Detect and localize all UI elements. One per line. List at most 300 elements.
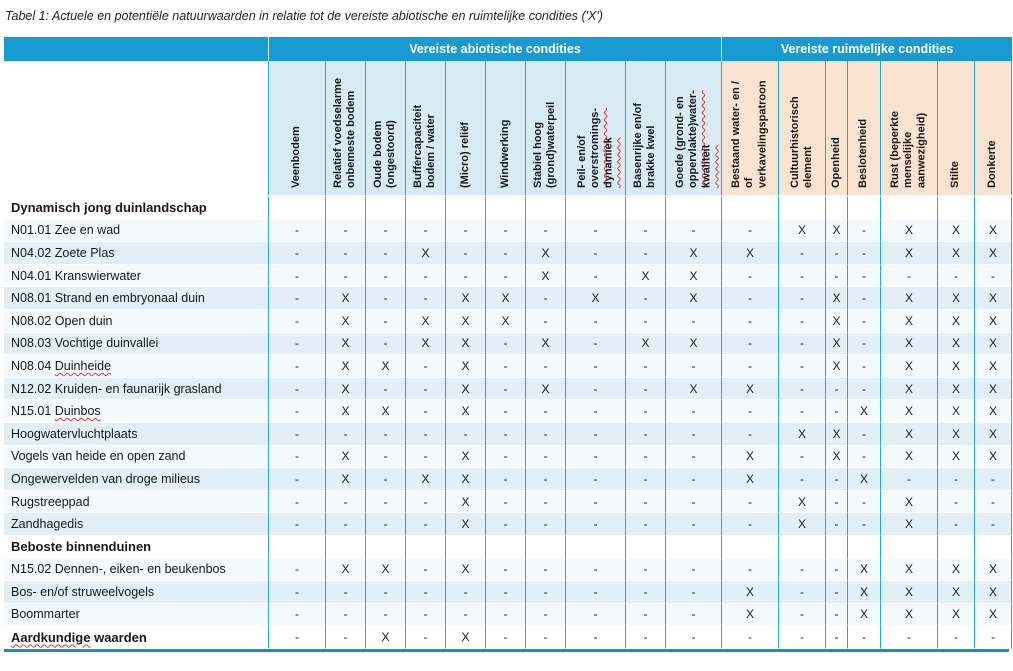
- text-part: (grond)waterpeil: [545, 101, 558, 188]
- table-cell: X: [325, 468, 365, 491]
- table-cell: -: [485, 423, 525, 446]
- table-cell: -: [847, 242, 880, 265]
- table-cell: -: [778, 446, 825, 469]
- table-cell: -: [405, 423, 445, 446]
- table-cell: -: [565, 310, 625, 333]
- table-cell: X: [880, 310, 937, 333]
- table-cell: -: [268, 423, 325, 446]
- section-header: [4, 197, 268, 220]
- table-cell: -: [365, 333, 405, 356]
- table-cell: X: [365, 355, 405, 378]
- text-part: N12.02 Kruiden- en faunarijk grasland: [11, 381, 222, 396]
- table-cell: X: [937, 355, 974, 378]
- band-corner: [4, 37, 268, 61]
- table-cell: [485, 197, 525, 220]
- table-cell: -: [525, 491, 565, 514]
- table-cell: [485, 536, 525, 559]
- row-label: [4, 287, 268, 310]
- column-header-label: [532, 61, 558, 195]
- table-cell: -: [485, 468, 525, 491]
- table-cell: -: [485, 513, 525, 536]
- table-cell: -: [721, 513, 778, 536]
- row-label: [4, 581, 268, 604]
- table-cell: -: [565, 446, 625, 469]
- table-cell: X: [365, 559, 405, 582]
- table-cell: -: [365, 446, 405, 469]
- table-cell: X: [665, 265, 721, 288]
- table-cell: -: [721, 355, 778, 378]
- text-part: Donkerte: [986, 140, 999, 188]
- table-cell: -: [721, 491, 778, 514]
- table-cell: X: [665, 333, 721, 356]
- table-cell: X: [880, 559, 937, 582]
- table-cell: -: [825, 581, 847, 604]
- table-cell: X: [525, 333, 565, 356]
- table-cell: [665, 197, 721, 220]
- column-header-label: [889, 61, 929, 195]
- table-cell: -: [325, 604, 365, 627]
- table-cell: [525, 197, 565, 220]
- table-cell: X: [974, 355, 1012, 378]
- table-cell: X: [974, 581, 1012, 604]
- table-cell: -: [445, 220, 485, 243]
- table-cell: -: [665, 491, 721, 514]
- column-header-label: [949, 61, 962, 195]
- column-header-3: [365, 61, 405, 197]
- table-cell: X: [721, 468, 778, 491]
- table-cell: -: [665, 310, 721, 333]
- table-cell: -: [325, 581, 365, 604]
- table-cell: X: [974, 287, 1012, 310]
- table-cell: -: [880, 468, 937, 491]
- table-cell: [405, 197, 445, 220]
- table-cell: -: [445, 423, 485, 446]
- table-cell: X: [880, 400, 937, 423]
- column-header-label: [632, 61, 658, 195]
- text-part: of: [743, 177, 756, 188]
- table-cell: -: [778, 626, 825, 649]
- column-header-11: [721, 61, 778, 197]
- table-cell: X: [880, 355, 937, 378]
- table-cell: -: [405, 446, 445, 469]
- table-cell: X: [880, 333, 937, 356]
- table-cell: X: [974, 559, 1012, 582]
- text-part: N15.02 Dennen-, eiken- en beukenbos: [11, 562, 226, 577]
- text-part: Relatief voedselarme: [332, 77, 345, 188]
- text-part: Ongewervelden van droge milieus: [11, 471, 200, 486]
- table-cell: -: [974, 265, 1012, 288]
- table-cell: -: [825, 400, 847, 423]
- column-header-label: [576, 61, 616, 195]
- table-cell: [974, 197, 1012, 220]
- table-cell: -: [365, 423, 405, 446]
- column-header-label: [789, 61, 815, 195]
- column-header-12: [778, 61, 825, 197]
- table-cell: -: [937, 265, 974, 288]
- misspelled-word: oppervlakte)water-: [686, 90, 699, 188]
- table-cell: X: [325, 446, 365, 469]
- table-cell: -: [325, 491, 365, 514]
- row-label: [4, 468, 268, 491]
- table-cell: X: [937, 242, 974, 265]
- table-cell: X: [365, 400, 405, 423]
- table-cell: -: [825, 513, 847, 536]
- table-cell: -: [485, 604, 525, 627]
- table-cell: -: [847, 626, 880, 649]
- table-cell: [365, 197, 405, 220]
- table-cell: X: [847, 468, 880, 491]
- table-cell: X: [880, 604, 937, 627]
- row-label: [4, 310, 268, 333]
- table-cell: -: [565, 400, 625, 423]
- text-part: brakke kwel: [645, 125, 658, 188]
- table-cell: X: [325, 400, 365, 423]
- table-cell: X: [325, 559, 365, 582]
- table-cell: X: [937, 400, 974, 423]
- column-header-label: [857, 61, 870, 195]
- table-cell: X: [937, 378, 974, 401]
- row-label: [4, 604, 268, 627]
- table-cell: -: [665, 400, 721, 423]
- table-cell: -: [268, 468, 325, 491]
- table-cell: -: [974, 468, 1012, 491]
- table-cell: -: [937, 468, 974, 491]
- table-cell: -: [778, 581, 825, 604]
- table-cell: -: [625, 626, 665, 649]
- table-cell: -: [268, 400, 325, 423]
- table-cell: [665, 536, 721, 559]
- table-cell: X: [445, 378, 485, 401]
- table-cell: -: [825, 559, 847, 582]
- table-cell: -: [485, 491, 525, 514]
- table-cell: X: [847, 400, 880, 423]
- text-part: Goede (grond- en: [673, 96, 686, 188]
- table-cell: [565, 197, 625, 220]
- text-part: Bos- en/of struweelvogels: [11, 584, 155, 599]
- table-cell: -: [721, 559, 778, 582]
- row-label: [4, 333, 268, 356]
- table-cell: -: [525, 355, 565, 378]
- table-cell: -: [778, 333, 825, 356]
- table-cell: -: [365, 491, 405, 514]
- table-cell: -: [778, 355, 825, 378]
- table-cell: X: [974, 604, 1012, 627]
- table-cell: [880, 536, 937, 559]
- table-cell: -: [485, 400, 525, 423]
- column-header-label: [986, 61, 999, 195]
- table-cell: -: [365, 242, 405, 265]
- table-cell: [445, 197, 485, 220]
- band-spatial-conditions: Vereiste ruimtelijke condities: [721, 37, 1012, 61]
- table-cell: -: [525, 446, 565, 469]
- table-cell: -: [565, 559, 625, 582]
- table-cell: -: [325, 265, 365, 288]
- table-cell: X: [325, 310, 365, 333]
- table-cell: X: [937, 220, 974, 243]
- table-cell: [825, 536, 847, 559]
- table-cell: -: [847, 491, 880, 514]
- table-cell: -: [268, 355, 325, 378]
- table-cell: -: [665, 626, 721, 649]
- table-cell: -: [778, 604, 825, 627]
- table-cell: X: [721, 378, 778, 401]
- text-part: bodem / water: [425, 114, 438, 188]
- table-cell: -: [847, 513, 880, 536]
- table-cell: X: [445, 491, 485, 514]
- row-label-column-header: [4, 61, 268, 197]
- table-cell: -: [625, 310, 665, 333]
- text-part: N08.02 Open duin: [11, 313, 113, 328]
- table-cell: -: [485, 355, 525, 378]
- column-header-13: [825, 61, 847, 197]
- table-cell: -: [847, 423, 880, 446]
- table-cell: X: [974, 400, 1012, 423]
- table-cell: -: [525, 310, 565, 333]
- table-cell: -: [525, 513, 565, 536]
- table-cell: -: [405, 513, 445, 536]
- table-cell: -: [937, 626, 974, 649]
- column-header-1: [268, 61, 325, 197]
- table-cell: -: [625, 581, 665, 604]
- table-cell: -: [268, 242, 325, 265]
- table-cell: -: [625, 220, 665, 243]
- table-cell: -: [485, 581, 525, 604]
- text-part: Peil- en/of: [575, 135, 588, 188]
- text-part: N08.03 Vochtige duinvallei: [11, 336, 159, 351]
- table-cell: X: [974, 242, 1012, 265]
- table-cell: X: [825, 446, 847, 469]
- table-cell: -: [405, 355, 445, 378]
- table-cell: X: [485, 310, 525, 333]
- column-header-14: [847, 61, 880, 197]
- table-cell: X: [721, 581, 778, 604]
- misspelled-word: kwaliteit: [700, 144, 713, 188]
- table-cell: -: [405, 400, 445, 423]
- table-cell: -: [565, 355, 625, 378]
- table-cell: -: [625, 604, 665, 627]
- table-cell: -: [365, 220, 405, 243]
- table-cell: -: [565, 513, 625, 536]
- row-label: [4, 559, 268, 582]
- column-header-label: [412, 61, 438, 195]
- table-cell: -: [365, 513, 405, 536]
- band-abiotic-conditions: Vereiste abiotische condities: [268, 37, 721, 61]
- table-cell: -: [405, 378, 445, 401]
- table-cell: -: [525, 423, 565, 446]
- table-cell: -: [445, 265, 485, 288]
- table-cell: -: [825, 491, 847, 514]
- text-part: Stilte: [949, 161, 962, 188]
- table-cell: [325, 197, 365, 220]
- table-cell: -: [825, 604, 847, 627]
- row-label: [4, 378, 268, 401]
- table-cell: [625, 197, 665, 220]
- table-cell: X: [325, 333, 365, 356]
- table-cell: -: [847, 220, 880, 243]
- table-cell: X: [325, 287, 365, 310]
- table-cell: -: [625, 287, 665, 310]
- text-part: menselijke: [902, 131, 915, 188]
- table-cell: -: [565, 265, 625, 288]
- row-label: [4, 400, 268, 423]
- table-cell: -: [778, 242, 825, 265]
- table-cell: X: [825, 333, 847, 356]
- table-cell: -: [847, 355, 880, 378]
- table-cell: [565, 536, 625, 559]
- table-cell: -: [880, 626, 937, 649]
- table-cell: [825, 197, 847, 220]
- table-cell: X: [625, 333, 665, 356]
- text-part: (ongestoord): [385, 120, 398, 188]
- table-cell: -: [525, 287, 565, 310]
- table-cell: X: [778, 423, 825, 446]
- table-cell: X: [665, 287, 721, 310]
- table-cell: X: [445, 287, 485, 310]
- column-header-label: [290, 61, 303, 195]
- table-caption: Tabel 1: Actuele en potentiële natuurwaarden in relatie tot de vereiste abiotische en ruimtelijke condities ('X'): [5, 9, 603, 23]
- table-cell: -: [825, 242, 847, 265]
- table-cell: -: [721, 333, 778, 356]
- table-cell: X: [847, 581, 880, 604]
- table-cell: -: [365, 604, 405, 627]
- table-cell: X: [974, 333, 1012, 356]
- table-cell: -: [565, 604, 625, 627]
- table-cell: -: [485, 242, 525, 265]
- table-cell: -: [485, 626, 525, 649]
- text-part: aanwezigheid): [915, 112, 928, 188]
- table-cell: -: [778, 310, 825, 333]
- table-cell: X: [365, 626, 405, 649]
- table-cell: -: [778, 559, 825, 582]
- table-cell: [525, 536, 565, 559]
- table-cell: -: [665, 423, 721, 446]
- table-cell: [721, 197, 778, 220]
- table-cell: -: [268, 559, 325, 582]
- table-cell: X: [937, 310, 974, 333]
- table-cell: X: [974, 446, 1012, 469]
- table-cell: -: [485, 378, 525, 401]
- table-cell: -: [665, 559, 721, 582]
- table-cell: -: [565, 378, 625, 401]
- table-cell: -: [625, 559, 665, 582]
- table-cell: X: [880, 287, 937, 310]
- table-cell: -: [365, 265, 405, 288]
- table-cell: -: [625, 491, 665, 514]
- table-cell: -: [268, 626, 325, 649]
- table-cell: X: [847, 559, 880, 582]
- table-cell: -: [525, 400, 565, 423]
- table-cell: [847, 197, 880, 220]
- table-cell: X: [880, 378, 937, 401]
- table-cell: X: [974, 220, 1012, 243]
- table-cell: -: [625, 242, 665, 265]
- text-part: N04.01 Kranswierwater: [11, 268, 141, 283]
- table-cell: X: [974, 423, 1012, 446]
- table-cell: -: [665, 513, 721, 536]
- table-cell: X: [937, 581, 974, 604]
- table-cell: -: [625, 378, 665, 401]
- table-cell: X: [880, 491, 937, 514]
- table-cell: X: [825, 220, 847, 243]
- table-cell: X: [405, 468, 445, 491]
- table-cell: -: [268, 378, 325, 401]
- table-cell: -: [847, 378, 880, 401]
- table-cell: -: [665, 446, 721, 469]
- table-cell: -: [405, 604, 445, 627]
- table-cell: -: [365, 310, 405, 333]
- table-cell: -: [847, 287, 880, 310]
- text-part: Oude bodem: [372, 120, 385, 188]
- column-header-label: [459, 61, 472, 195]
- table-cell: X: [445, 513, 485, 536]
- table-cell: X: [974, 378, 1012, 401]
- table-cell: -: [625, 468, 665, 491]
- misspelled-word: Duinbos: [54, 404, 101, 419]
- table-cell: -: [721, 310, 778, 333]
- text-part: (Micro) reliëf: [458, 121, 471, 188]
- table-cell: X: [778, 220, 825, 243]
- table-cell: -: [325, 626, 365, 649]
- table-cell: [880, 197, 937, 220]
- text-part: Cultuurhistorisch: [788, 96, 801, 188]
- table-cell: -: [325, 423, 365, 446]
- table-cell: -: [405, 581, 445, 604]
- column-header-10: [665, 61, 721, 197]
- table-cell: -: [974, 513, 1012, 536]
- table-cell: -: [847, 446, 880, 469]
- table-cell: X: [525, 378, 565, 401]
- table-cell: -: [721, 626, 778, 649]
- table-cell: -: [365, 378, 405, 401]
- table-cell: X: [778, 513, 825, 536]
- table-cell: -: [665, 604, 721, 627]
- table-cell: -: [525, 581, 565, 604]
- table-cell: -: [665, 355, 721, 378]
- table-cell: X: [721, 604, 778, 627]
- table-cell: -: [665, 220, 721, 243]
- misspelled-word: overstromings-: [588, 107, 601, 188]
- table-cell: -: [325, 220, 365, 243]
- table-cell: -: [485, 559, 525, 582]
- table-cell: -: [365, 581, 405, 604]
- table-cell: -: [721, 423, 778, 446]
- table-cell: [974, 536, 1012, 559]
- table-cell: -: [405, 265, 445, 288]
- text-part: Boommarter: [11, 607, 80, 622]
- table-cell: X: [325, 378, 365, 401]
- table-cell: -: [778, 400, 825, 423]
- text-part: onbemeste bodem: [345, 90, 358, 188]
- table-cell: [405, 536, 445, 559]
- table-cell: -: [268, 333, 325, 356]
- table-cell: -: [825, 626, 847, 649]
- table-cell: -: [485, 265, 525, 288]
- table-cell: X: [880, 581, 937, 604]
- table-cell: -: [565, 220, 625, 243]
- table-cell: -: [445, 242, 485, 265]
- column-header-4: [405, 61, 445, 197]
- text-part: verkavelingspatroon: [756, 80, 769, 188]
- text-part: Windwerking: [498, 119, 511, 188]
- table-cell: -: [365, 468, 405, 491]
- natuurwaarden-condities-table: [4, 37, 1009, 652]
- text-part: N01.01 Zee en wad: [11, 223, 121, 238]
- table-cell: -: [778, 378, 825, 401]
- text-part: Dynamisch jong duinlandschap: [11, 200, 207, 216]
- text-part: Bestaand water- en /: [730, 81, 743, 188]
- table-cell: -: [445, 581, 485, 604]
- row-label: [4, 446, 268, 469]
